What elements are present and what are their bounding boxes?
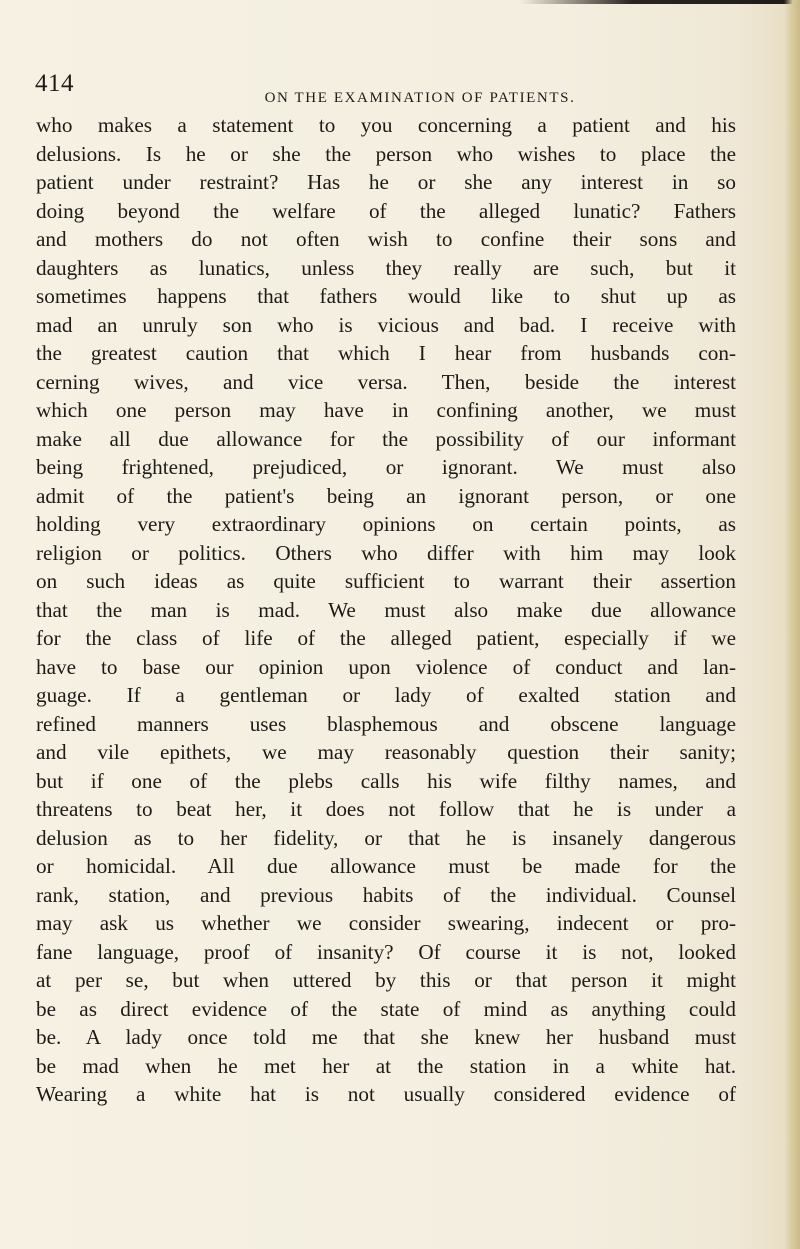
text-line: at per se, but when uttered by this or that person it might (36, 968, 736, 992)
text-line: and vile epithets, we may reasonably question their sanity; (36, 740, 736, 764)
text-line: being frightened, prejudiced, or ignorant. We must also (36, 455, 736, 479)
text-line: mad an unruly son who is vicious and bad. I receive with (36, 312, 736, 337)
text-line: and mothers do not often wish to confine their sons and (36, 227, 736, 251)
text-line: delusions. Is he or she the person who wishes to place the (36, 141, 736, 166)
text-line: admit of the patient's being an ignorant person, or one (36, 483, 736, 508)
text-line: cerning wives, and vice versa. Then, beside the interest (36, 369, 736, 394)
text-line: delusion as to her fidelity, or that he is insanely dangerous (36, 825, 736, 850)
text-line: who makes a statement to you concerning a patient and his (36, 113, 736, 137)
text-line: guage. If a gentleman or lady of exalted station and (36, 683, 736, 707)
text-line: have to base our opinion upon violence of conduct and lan- (36, 654, 736, 679)
text-line: rank, station, and previous habits of the individual. Counsel (36, 882, 736, 907)
text-line: sometimes happens that fathers would like to shut up as (36, 284, 736, 308)
text-line: the greatest caution that which I hear from husbands con- (36, 341, 736, 365)
text-line: refined manners uses blasphemous and obscene language (36, 711, 736, 736)
text-line: daughters as lunatics, unless they really are such, but it (36, 255, 736, 280)
page-edge-shadow (784, 0, 800, 1249)
text-line: on such ideas as quite sufficient to warrant their assertion (36, 569, 736, 593)
text-line: threatens to beat her, it does not follow that he is under a (36, 797, 736, 821)
text-line: may ask us whether we consider swearing, indecent or pro- (36, 911, 736, 935)
text-line: be as direct evidence of the state of mind as anything could (36, 996, 736, 1021)
page-number: 414 (35, 70, 74, 97)
text-line: doing beyond the welfare of the alleged lunatic? Fathers (36, 198, 736, 223)
text-line: which one person may have in confining another, we must (36, 398, 736, 422)
text-line: be. A lady once told me that she knew her husband must (36, 1025, 736, 1049)
text-line: or homicidal. All due allowance must be made for the (36, 854, 736, 878)
text-line: make all due allowance for the possibility of our informant (36, 426, 736, 451)
text-line: for the class of life of the alleged patient, especially if we (36, 626, 736, 650)
top-edge-shadow (520, 0, 800, 4)
text-line: holding very extraordinary opinions on certain points, as (36, 512, 736, 536)
text-line: that the man is mad. We must also make due allowance (36, 597, 736, 622)
text-line: be mad when he met her at the station in a white hat. (36, 1053, 736, 1078)
text-line: Wearing a white hat is not usually considered evidence of (36, 1082, 736, 1106)
body-text (36, 111, 736, 1109)
text-line: fane language, proof of insanity? Of course it is not, looked (36, 939, 736, 964)
running-head: ON THE EXAMINATION OF PATIENTS. (264, 90, 576, 106)
text-line: religion or politics. Others who differ with him may look (36, 540, 736, 565)
text-line: but if one of the plebs calls his wife filthy names, and (36, 768, 736, 793)
text-line: patient under restraint? Has he or she any interest in so (36, 170, 736, 194)
